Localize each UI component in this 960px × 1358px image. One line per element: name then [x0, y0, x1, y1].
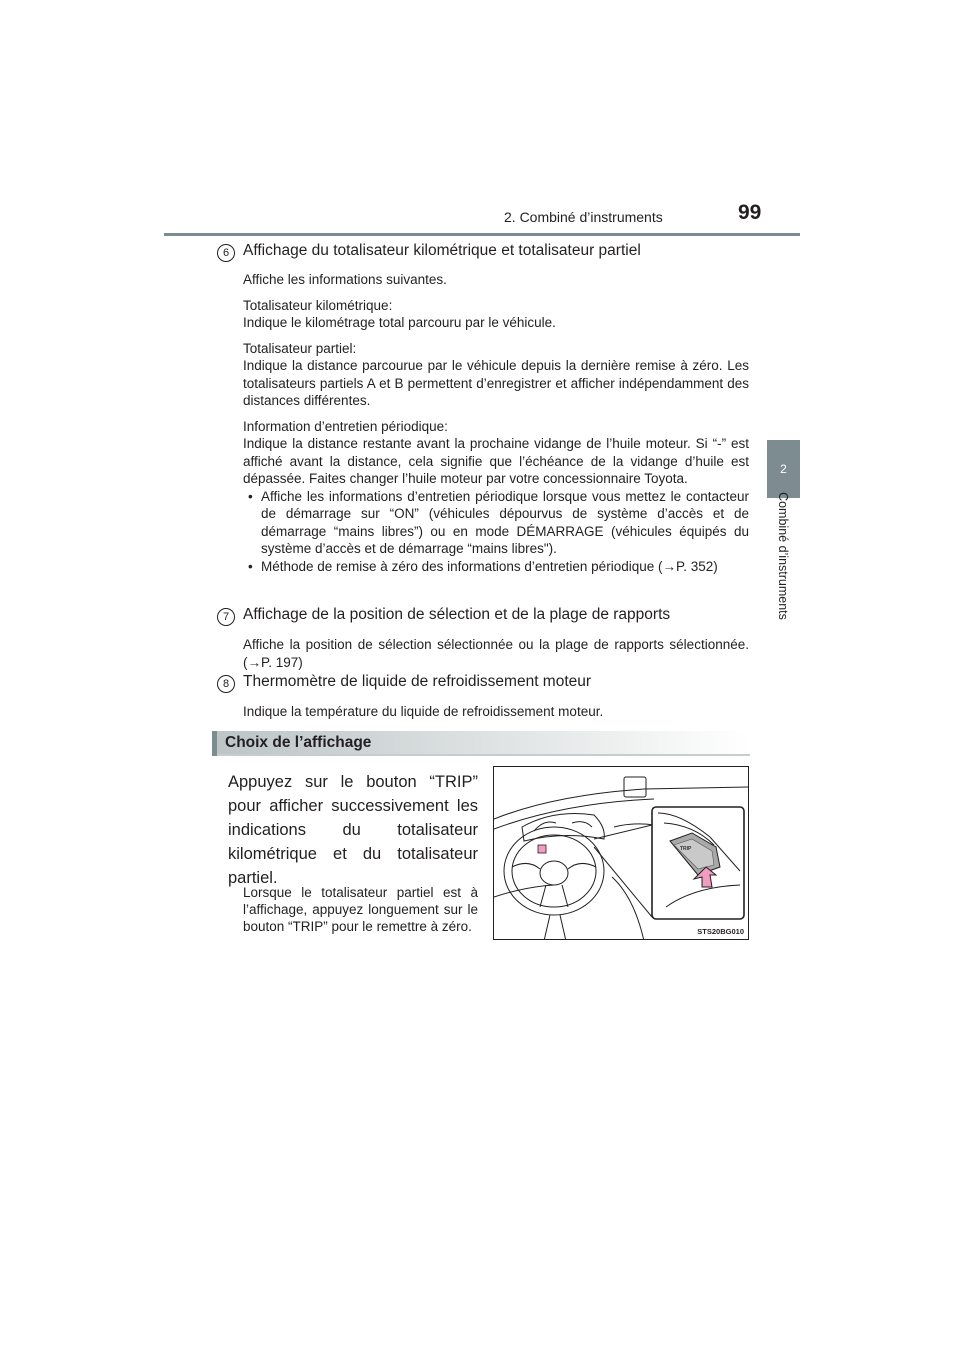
bullet-item: • Méthode de remise à zéro des informations d’entretien périodique (→P. 352) [243, 558, 749, 576]
item-title: Affichage de la position de sélection et de la plage de rapports [243, 606, 671, 623]
header-section-title: 2. Combiné d’instruments [504, 209, 663, 225]
page-number: 99 [738, 201, 762, 224]
item-text: Indique la température du liquide de refroidissement moteur. [243, 704, 604, 719]
block-heading: Totalisateur partiel: [243, 340, 357, 356]
section-title: Choix de l’affichage [225, 734, 372, 751]
item-number-badge: 6 [217, 244, 235, 262]
block-heading: Totalisateur kilométrique: [243, 297, 393, 313]
chapter-tab: 2 [767, 440, 800, 498]
section-note: Lorsque le totalisateur partiel est à l’affichage, appuyez longuement sur le bouton “TRIP” pour le remettre à zéro. [243, 885, 478, 934]
illustration-code: STS20BG010 [697, 927, 744, 936]
dashboard-drawing [494, 767, 749, 940]
trip-button-label: TRIP [680, 846, 692, 852]
section-header [212, 731, 750, 756]
block-text: Indique la distance restante avant la prochaine vidange de l’huile moteur. Si “-” est affiché avant la distance, cela signifie que l’échéance de la vidange d’huile est dépassée. Faites changer l’huile moteur par votre concessionnaire Toyota. [243, 436, 749, 486]
item-intro: Affiche les informations suivantes. [243, 272, 447, 287]
dashboard-illustration [493, 766, 749, 940]
item-body [243, 636, 749, 671]
header-divider [164, 233, 800, 236]
item-body [243, 703, 749, 721]
item-body [243, 271, 749, 575]
block-text: Indique la distance parcourue par le véhicule depuis la dernière remise à zéro. Les totalisateurs partiels A et B permettent d’enregistrer et afficher indépendamment des distances différentes. [243, 358, 749, 408]
block-text: Indique le kilométrage total parcouru par le véhicule. [243, 315, 556, 330]
item-number-badge: 7 [217, 608, 235, 626]
block-heading: Information d’entretien périodique: [243, 418, 448, 434]
chapter-side-label-text: Combiné d’instruments [776, 492, 790, 620]
bullet-item: • Affiche les informations d’entretien périodique lorsque vous mettez le contacteur de démarrage sur “ON” (véhicules dépourvus de système d’accès et de démarrage “mains libres”) ou en mode DÉMARRAGE (véhicules équipés du système d’accès et de démarrage “mains libres"). [243, 488, 749, 558]
item-title: Thermomètre de liquide de refroidissement moteur [243, 673, 592, 690]
item-text: Affiche la position de sélection sélectionnée ou la plage de rapports sélectionnée. (→P. 197) [243, 637, 749, 670]
item-number-badge: 8 [217, 675, 235, 693]
section-instruction: Appuyez sur le bouton “TRIP” pour afficher successivement les indications du totalisateur kilométrique et du totalisateur partiel. [228, 773, 478, 887]
item-title: Affichage du totalisateur kilométrique et totalisateur partiel [243, 242, 641, 259]
